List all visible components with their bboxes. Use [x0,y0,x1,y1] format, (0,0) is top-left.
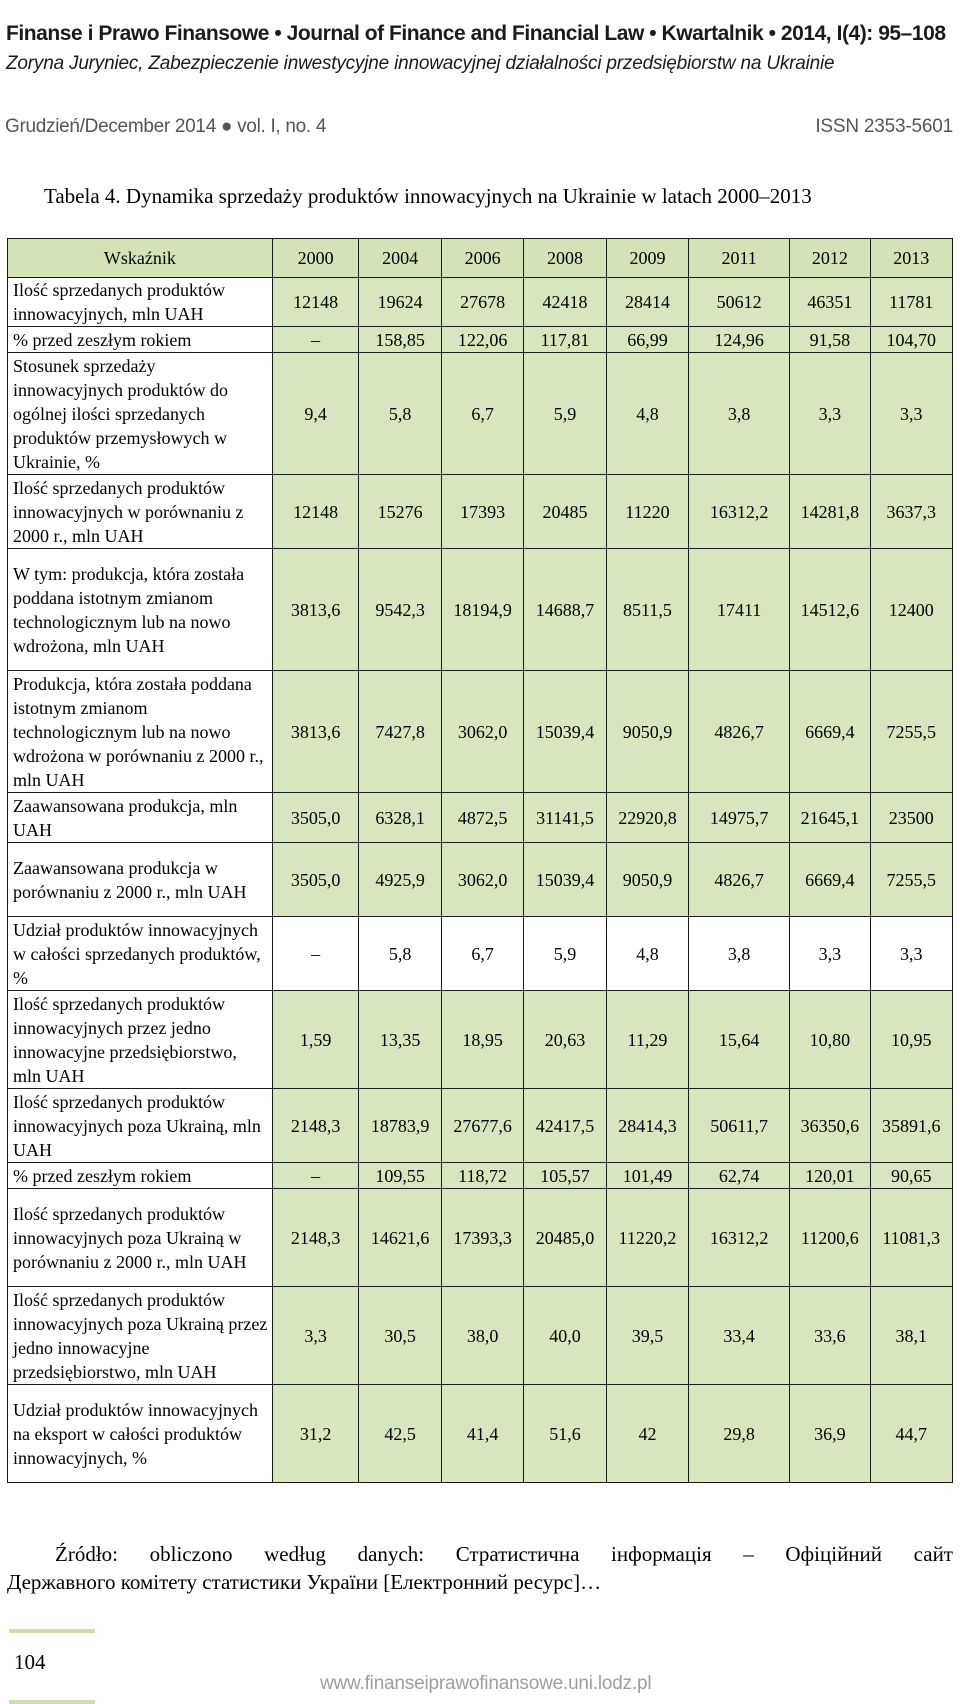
table-cell: 3,3 [790,353,870,475]
table-cell: 3,8 [689,353,790,475]
table-cell: 8511,5 [606,549,688,671]
table-cell: 9,4 [272,353,359,475]
header-year: 2006 [441,239,523,278]
table-cell: 4872,5 [441,793,523,843]
table-cell: 17411 [689,549,790,671]
table-cell: 17393,3 [441,1189,523,1287]
table-cell: 12400 [870,549,952,671]
table-cell: 10,80 [790,991,870,1089]
table-cell: 6669,4 [790,843,870,917]
table-cell: 3,3 [870,917,952,991]
table-cell: 18,95 [441,991,523,1089]
table-cell: 20,63 [524,991,606,1089]
table-cell: 51,6 [524,1385,606,1483]
table-row [8,1089,953,1163]
table-cell: 20485 [524,475,606,549]
table-cell: 42,5 [359,1385,441,1483]
table-cell: 3505,0 [272,793,359,843]
table-cell: 27678 [441,278,523,327]
table-cell: 16312,2 [689,1189,790,1287]
row-label: Udział produktów innowacyjnych na eksport w całości produktów innowacyjnych, % [8,1385,273,1483]
table-row [8,793,953,843]
table-cell: 15039,4 [524,843,606,917]
table-cell: 7255,5 [870,671,952,793]
source-word: сайт [913,1542,953,1566]
table-body [8,278,953,1483]
table-cell: 30,5 [359,1287,441,1385]
table-cell: 27677,6 [441,1089,523,1163]
table-cell: 36,9 [790,1385,870,1483]
issn: ISSN 2353-5601 [815,116,953,137]
table-cell: 20485,0 [524,1189,606,1287]
data-table [7,238,953,1483]
row-label: Ilość sprzedanych produktów innowacyjnych poza Ukrainą w porównaniu z 2000 r., mln UAH [8,1189,273,1287]
table-cell: 33,4 [689,1287,790,1385]
table-cell: 1,59 [272,991,359,1089]
table-cell: 40,0 [524,1287,606,1385]
table-cell: 3,3 [870,353,952,475]
source-word: Źródło: [55,1542,118,1566]
table-cell: 5,8 [359,917,441,991]
table-cell: 41,4 [441,1385,523,1483]
table-cell: 158,85 [359,327,441,353]
row-label: % przed zeszłym rokiem [8,327,273,353]
table-cell: 91,58 [790,327,870,353]
table-cell: 12148 [272,475,359,549]
table-cell: 18194,9 [441,549,523,671]
source-word: obliczono [149,1542,233,1566]
table-cell: 14975,7 [689,793,790,843]
row-label: Ilość sprzedanych produktów innowacyjnych poza Ukrainą, mln UAH [8,1089,273,1163]
table-cell: 3062,0 [441,671,523,793]
table-cell: 17393 [441,475,523,549]
header-year: 2013 [870,239,952,278]
table-row [8,1163,953,1189]
table-row [8,1287,953,1385]
table-row [8,991,953,1089]
row-label: Produkcja, która została poddana istotnym zmianom technologicznym lub na nowo wdrożona w porównaniu z 2000 r., mln UAH [8,671,273,793]
issue-date: Grudzień/December 2014 ● vol. I, no. 4 [5,116,327,137]
row-label: Ilość sprzedanych produktów innowacyjnych w porównaniu z 2000 r., mln UAH [8,475,273,549]
table-cell: 9542,3 [359,549,441,671]
header-year: 2011 [689,239,790,278]
source-word: – [743,1542,754,1566]
table-cell: 14281,8 [790,475,870,549]
row-label: % przed zeszłym rokiem [8,1163,273,1189]
table-cell: 31141,5 [524,793,606,843]
table-cell: 42 [606,1385,688,1483]
table-cell: 6669,4 [790,671,870,793]
table-cell: 44,7 [870,1385,952,1483]
table-cell: 21645,1 [790,793,870,843]
table-row [8,1385,953,1483]
table-cell: 14688,7 [524,549,606,671]
table-cell: 3062,0 [441,843,523,917]
source-word: Офіційний [785,1542,883,1566]
table-cell: 3505,0 [272,843,359,917]
table-cell: 15276 [359,475,441,549]
table-cell: 62,74 [689,1163,790,1189]
table-cell: 2148,3 [272,1189,359,1287]
table-cell: 28414 [606,278,688,327]
table-cell: 3813,6 [272,549,359,671]
table-cell: 46351 [790,278,870,327]
issue-row [5,116,953,144]
table-cell: – [272,917,359,991]
table-cell: 124,96 [689,327,790,353]
row-label: Udział produktów innowacyjnych w całości sprzedanych produktów, % [8,917,273,991]
table-cell: 117,81 [524,327,606,353]
table-cell: 42418 [524,278,606,327]
source-line-2: Державного комітету статистики України [Електронний ресурс]… [7,1570,602,1594]
table-cell: 38,1 [870,1287,952,1385]
table-cell: 6328,1 [359,793,441,843]
table-cell: 28414,3 [606,1089,688,1163]
table-row [8,549,953,671]
table-cell: 3637,3 [870,475,952,549]
source-word: інформація [611,1542,712,1566]
table-cell: 104,70 [870,327,952,353]
header-year: 2008 [524,239,606,278]
table-caption: Tabela 4. Dynamika sprzedaży produktów innowacyjnych na Ukrainie w latach 2000–2013 [44,184,812,208]
table-cell: 5,9 [524,917,606,991]
table-row [8,843,953,917]
table-cell: 7255,5 [870,843,952,917]
row-label: W tym: produkcja, która została poddana istotnym zmianom technologicznym lub na nowo wdrożona, mln UAH [8,549,273,671]
table-row [8,327,953,353]
source-line-1 [7,1540,953,1568]
table-cell: 9050,9 [606,671,688,793]
table-cell: 66,99 [606,327,688,353]
table-cell: 50612 [689,278,790,327]
table-row [8,475,953,549]
footer-rule-bottom [9,1700,95,1704]
table-cell: 33,6 [790,1287,870,1385]
table-cell: 105,57 [524,1163,606,1189]
table-cell: 120,01 [790,1163,870,1189]
footer-url[interactable]: www.finanseiprawofinansowe.uni.lodz.pl [320,1673,652,1694]
footer-rule [9,1629,95,1633]
header-year: 2009 [606,239,688,278]
table-cell: 11220 [606,475,688,549]
row-label: Stosunek sprzedaży innowacyjnych produktów do ogólnej ilości sprzedanych produktów przemysłowych w Ukrainie, % [8,353,273,475]
table-cell: 2148,3 [272,1089,359,1163]
table-row [8,353,953,475]
table-cell: 109,55 [359,1163,441,1189]
table-cell: 14621,6 [359,1189,441,1287]
table-cell: 38,0 [441,1287,523,1385]
table-cell: 35891,6 [870,1089,952,1163]
table-cell: 10,95 [870,991,952,1089]
table-header-row [8,239,953,278]
table-cell: 5,8 [359,353,441,475]
table-cell: 31,2 [272,1385,359,1483]
table-cell: 4826,7 [689,843,790,917]
table-cell: 15,64 [689,991,790,1089]
table-cell: 3,3 [790,917,870,991]
table-cell: 3,3 [272,1287,359,1385]
row-label: Zaawansowana produkcja w porównaniu z 2000 r., mln UAH [8,843,273,917]
row-label: Ilość sprzedanych produktów innowacyjnych przez jedno innowacyjne przedsiębiorstwo, mln UAH [8,991,273,1089]
journal-header [6,20,954,78]
source-word: danych: [357,1542,425,1566]
table-cell: 122,06 [441,327,523,353]
table-cell: – [272,327,359,353]
table-cell: 118,72 [441,1163,523,1189]
table-cell: 16312,2 [689,475,790,549]
page-number: 104 [14,1650,46,1674]
table-cell: – [272,1163,359,1189]
table-row [8,917,953,991]
table-cell: 14512,6 [790,549,870,671]
table-cell: 101,49 [606,1163,688,1189]
table-cell: 3813,6 [272,671,359,793]
table-cell: 15039,4 [524,671,606,793]
header-year: 2012 [790,239,870,278]
table-cell: 5,9 [524,353,606,475]
header-year: 2000 [272,239,359,278]
table-cell: 11220,2 [606,1189,688,1287]
author-line: Zoryna Juryniec, Zabezpieczenie inwestycyjne innowacyjnej działalności przedsiębiorstw na Ukrainie [6,53,835,74]
table-cell: 4,8 [606,353,688,475]
table-cell: 4,8 [606,917,688,991]
table-cell: 11781 [870,278,952,327]
table-cell: 18783,9 [359,1089,441,1163]
table-cell: 39,5 [606,1287,688,1385]
table-cell: 42417,5 [524,1089,606,1163]
header-indicator: Wskaźnik [8,239,273,278]
source-word: według [264,1542,326,1566]
table-cell: 11,29 [606,991,688,1089]
table-cell: 11081,3 [870,1189,952,1287]
table-cell: 23500 [870,793,952,843]
row-label: Zaawansowana produkcja, mln UAH [8,793,273,843]
table-cell: 90,65 [870,1163,952,1189]
table-cell: 22920,8 [606,793,688,843]
table-cell: 9050,9 [606,843,688,917]
header-year: 2004 [359,239,441,278]
table-cell: 50611,7 [689,1089,790,1163]
table-cell: 36350,6 [790,1089,870,1163]
table-row [8,278,953,327]
source-word: Стратистична [455,1542,580,1566]
table-cell: 6,7 [441,917,523,991]
table-cell: 11200,6 [790,1189,870,1287]
row-label: Ilość sprzedanych produktów innowacyjnych, mln UAH [8,278,273,327]
row-label: Ilość sprzedanych produktów innowacyjnych poza Ukrainą przez jedno innowacyjne przedsiębiorstwo, mln UAH [8,1287,273,1385]
table-cell: 7427,8 [359,671,441,793]
table-cell: 19624 [359,278,441,327]
source-note [7,1540,953,1596]
journal-title: Finanse i Prawo Finansowe • Journal of Finance and Financial Law • Kwartalnik • 2014, I(4): 95–108 [6,22,946,45]
table-cell: 6,7 [441,353,523,475]
table-cell: 3,8 [689,917,790,991]
table-cell: 4925,9 [359,843,441,917]
table-cell: 13,35 [359,991,441,1089]
table-cell: 29,8 [689,1385,790,1483]
table-cell: 4826,7 [689,671,790,793]
table-row [8,1189,953,1287]
table-cell: 12148 [272,278,359,327]
table-row [8,671,953,793]
